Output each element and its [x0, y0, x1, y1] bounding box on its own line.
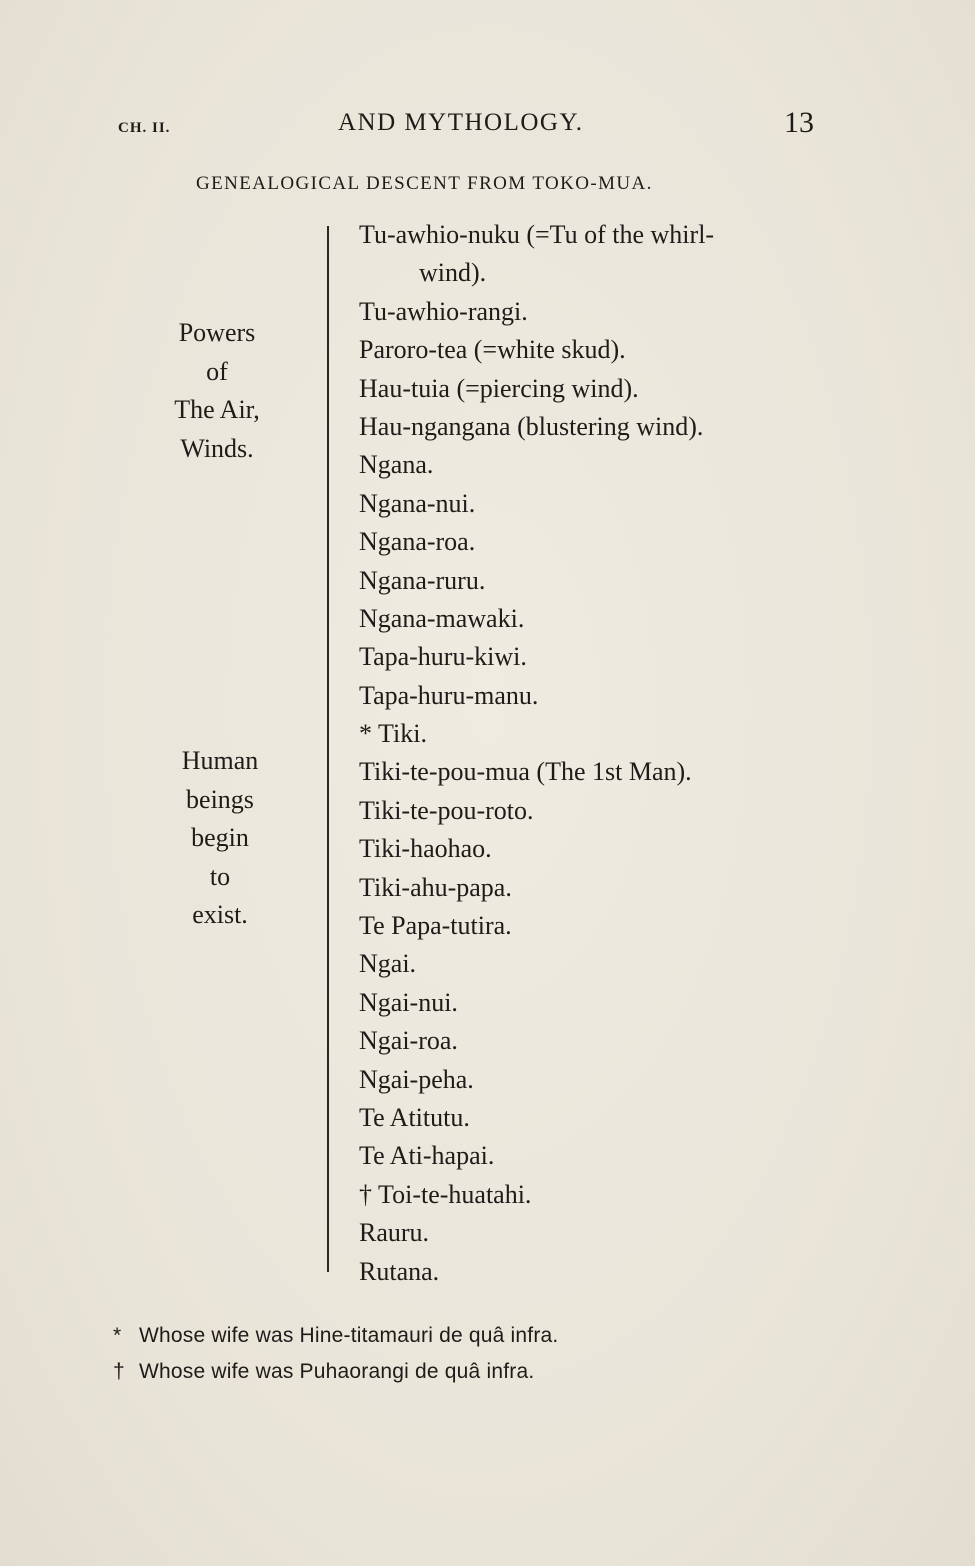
footnotes — [113, 1318, 558, 1390]
genealogy-entry: † Toi-te-huatahi. — [359, 1179, 532, 1209]
group-label-air — [158, 314, 276, 468]
genealogy-entry: Tu-awhio-nuku (=Tu of the whirl- — [359, 220, 715, 249]
footnote-text: Whose wife was Puhaorangi de quâ infra. — [139, 1360, 535, 1383]
genealogy-entry: Tiki-te-pou-roto. — [359, 795, 534, 825]
genealogy-entry: Tapa-huru-manu. — [359, 680, 539, 710]
group-label-human — [158, 742, 282, 935]
group-label-line: of — [206, 356, 228, 386]
group-label-line: begin — [191, 823, 249, 852]
genealogy-entry-continuation: wind). — [419, 258, 487, 288]
group-label-line: Powers — [178, 318, 256, 347]
genealogy-entry: Ngana-nui. — [359, 488, 476, 518]
genealogy-entry: Ngana. — [359, 450, 434, 480]
group-label-line: to — [209, 861, 231, 891]
group-label-line: exist. — [192, 900, 248, 929]
genealogy-entry: Te Papa-tutira. — [359, 911, 512, 941]
page-number: 13 — [784, 106, 814, 139]
genealogy-entry: Tiki-te-pou-mua (The 1st Man). — [359, 757, 692, 787]
running-head-chapter: CH. II. — [118, 120, 171, 136]
footnote — [113, 1318, 558, 1354]
genealogy-entry: Paroro-tea (=white skud). — [359, 335, 626, 365]
genealogy-entry: Te Ati-hapai. — [359, 1141, 495, 1171]
group-label-line: The Air, — [174, 395, 260, 424]
genealogy-entry: Ngai-peha. — [359, 1064, 474, 1094]
genealogy-entry: Tapa-huru-kiwi. — [359, 642, 527, 672]
genealogy-entry: * Tiki. — [359, 719, 427, 749]
genealogy-list — [359, 216, 859, 1291]
genealogy-entry: Ngai-roa. — [359, 1026, 458, 1056]
genealogy-entry: Tiki-ahu-papa. — [359, 872, 512, 902]
genealogy-entry: Ngana-roa. — [359, 527, 476, 557]
genealogy-entry: Tiki-haohao. — [359, 834, 492, 864]
genealogy-entry: Ngai-nui. — [359, 987, 458, 1017]
genealogy-entry: Rutana. — [359, 1256, 440, 1286]
genealogy-entry: Ngana-ruru. — [359, 565, 486, 595]
genealogy-entry: Hau-ngangana (blustering wind). — [359, 411, 704, 441]
group-label-line: Human — [181, 746, 259, 775]
section-heading: GENEALOGICAL DESCENT FROM TOKO-MUA. — [196, 173, 653, 194]
vertical-divider — [327, 226, 329, 1272]
running-head-title: AND MYTHOLOGY. — [338, 109, 584, 136]
genealogy-entry: Ngai. — [359, 949, 417, 979]
footnote — [113, 1354, 558, 1390]
footnote-mark: † — [113, 1360, 125, 1383]
genealogy-entry: Rauru. — [359, 1218, 430, 1248]
genealogy-entry: Ngana-mawaki. — [359, 603, 525, 633]
footnote-text: Whose wife was Hine-titamauri de quâ infra. — [139, 1324, 559, 1347]
group-label-line: beings — [186, 784, 254, 814]
genealogy-entry: Te Atitutu. — [359, 1102, 470, 1132]
genealogy-entry: Tu-awhio-rangi. — [359, 296, 528, 326]
footnote-mark: * — [113, 1324, 122, 1347]
group-label-line: Winds. — [180, 433, 254, 463]
genealogy-entry: Hau-tuia (=piercing wind). — [359, 373, 639, 403]
